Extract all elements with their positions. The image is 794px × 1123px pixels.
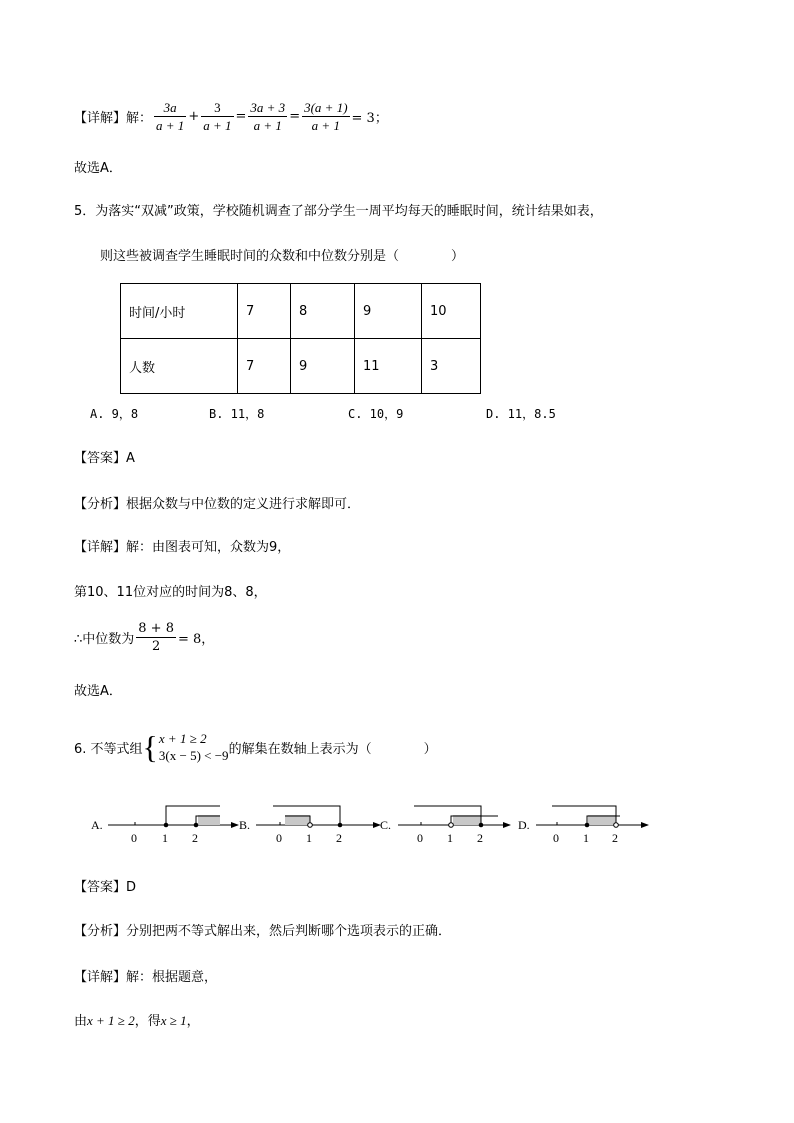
table-cell: 8 (291, 284, 355, 339)
analysis-tag: 【分析】 (74, 497, 127, 512)
q5-option-a: A. 9，8 (90, 407, 139, 421)
fraction-2: $\frac{3}{a + 1}$ (203, 99, 232, 133)
q5-option-d: D. 11，8.5 (486, 407, 556, 421)
detail-text: 解：根据题意， (126, 970, 218, 985)
analysis-tag: 【分析】 (74, 924, 127, 939)
table-cell: 人数 (121, 339, 238, 394)
fraction-3: $\frac{3a + 3}{a + 1}$ (250, 99, 286, 133)
q5-detail-line2: 第10、11位对应的时间为8、8， (74, 585, 267, 600)
table-cell: 3 (422, 339, 481, 394)
tick-label: 2 (336, 831, 342, 845)
table-row (121, 339, 481, 394)
tick-label: 0 (417, 831, 423, 845)
numberline-b (239, 806, 380, 845)
q5-stem-line2: 则这些被调查学生睡眠时间的众数和中位数分别是（ ） (100, 249, 465, 264)
median-fraction: $\frac{8 + 8}{2}$ (138, 620, 174, 654)
equals-sign: = (235, 108, 247, 124)
q5-table-wrap (120, 283, 481, 394)
numberline-label: A. (91, 818, 103, 832)
table-cell: 时间/小时 (121, 284, 238, 339)
last-end: ， (186, 1014, 200, 1029)
detail-text: 解：由图表可知，众数为9， (126, 540, 291, 555)
tick-label: 1 (306, 831, 312, 845)
q5-analysis-line (74, 493, 360, 512)
inequality-system (143, 730, 229, 764)
table-cell: 7 (238, 284, 291, 339)
fraction-1: $\frac{3a}{a + 1}$ (156, 99, 185, 133)
median-lead: ∴中位数为 (74, 631, 135, 647)
table-cell: 7 (238, 339, 291, 394)
table-cell: 10 (422, 284, 481, 339)
equals-sign-2: = (289, 108, 301, 124)
numberline-label: B. (239, 818, 251, 832)
answer-value: A (126, 451, 135, 466)
tick-label: 0 (131, 831, 137, 845)
analysis-text: 根据众数与中位数的定义进行求解即可． (126, 497, 361, 512)
answer-tag: 【答案】 (74, 880, 127, 895)
q5-median-line (74, 617, 214, 657)
tick-label: 1 (162, 831, 168, 845)
table-cell: 11 (355, 339, 422, 394)
q6-numberlines (80, 795, 660, 850)
last-mid: ，得 (134, 1014, 161, 1029)
q6-detail-line (74, 966, 217, 985)
numberline-a (91, 806, 238, 845)
table-cell: 9 (355, 284, 422, 339)
detail-tag: 【详解】 (74, 110, 127, 126)
result: = 3； (351, 110, 388, 126)
tick-label: 0 (276, 831, 282, 845)
q6-prefix: 6. 不等式组 (74, 741, 143, 757)
q6-answer-line (74, 876, 136, 895)
plus-sign: + (188, 108, 200, 124)
tick-label: 0 (553, 831, 559, 845)
numberline-label: C. (380, 818, 392, 832)
q6-suffix: 的解集在数轴上表示为（ ） (228, 741, 437, 757)
analysis-text: 分别把两不等式解出来，然后判断哪个选项表示的正确． (126, 924, 452, 939)
q6-stem (74, 730, 437, 764)
brace-icon: { (142, 729, 158, 765)
detail-lead: 解： (126, 110, 153, 126)
answer-value: D (126, 880, 137, 895)
q6-analysis-line (74, 920, 451, 939)
detail-tag: 【详解】 (74, 540, 127, 555)
tick-label: 1 (447, 831, 453, 845)
q5-detail-line (74, 536, 290, 555)
detail-prev-line (74, 96, 388, 136)
tick-label: 2 (192, 831, 198, 845)
choose-prev: 故选A． (74, 161, 122, 176)
q5-choose: 故选A． (74, 684, 122, 699)
last-lead: 由 (74, 1014, 88, 1029)
q5-table (120, 283, 481, 394)
inequality-2: 3(x − 5) < −9 (158, 748, 229, 763)
q5-answer-line (74, 447, 135, 466)
q6-last-line (74, 1010, 200, 1029)
last-inequality: x + 1 ≥ 2 (87, 1013, 135, 1028)
inequality-1: x + 1 ≥ 2 (158, 731, 207, 746)
table-cell: 9 (291, 339, 355, 394)
q5-option-b: B. 11，8 (209, 407, 265, 421)
tick-label: 2 (612, 831, 618, 845)
numberline-label: D. (518, 818, 530, 832)
q5-option-c: C. 10，9 (348, 407, 404, 421)
q5-stem-line1: 5．为落实“双减”政策，学校随机调查了部分学生一周平均每天的睡眠时间，统计结果如表， (74, 204, 603, 219)
detail-tag: 【详解】 (74, 970, 127, 985)
tick-label: 1 (583, 831, 589, 845)
fraction-4: $\frac{3(a + 1)}{a + 1}$ (304, 99, 348, 133)
table-row (121, 284, 481, 339)
last-result: x ≥ 1 (160, 1013, 187, 1028)
numberline-c (380, 806, 510, 845)
median-tail: = 8， (177, 631, 215, 647)
answer-tag: 【答案】 (74, 451, 127, 466)
numberline-d (518, 806, 648, 845)
tick-label: 2 (477, 831, 483, 845)
